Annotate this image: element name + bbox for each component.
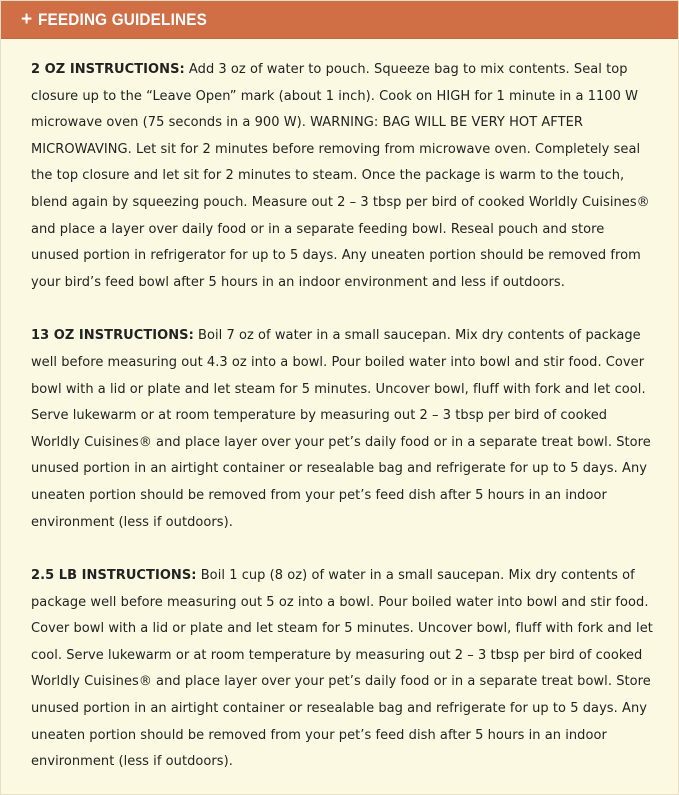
section-title[interactable]: FEEDING GUIDELINES: [38, 9, 208, 29]
instructions-label: 13 OZ INSTRUCTIONS:: [31, 328, 194, 344]
instructions-2-5lb: [31, 563, 654, 776]
plus-icon[interactable]: +: [21, 9, 33, 30]
instructions-text: Add 3 oz of water to pouch. Squeeze bag to mix contents. Seal top closure up to the “Leave Open” mark (about 1 inch). Cook on HIGH for 1 minute in a 1100 W microwave oven (75 seconds in a 900 W). WARNING: BAG WILL BE VERY HOT AFTER MICROWAVING. Let sit for 2 minutes before removing from microwave oven. Completely seal the top closure and let sit for 2 minutes to steam. Once the package is warm to the touch, blend again by squeezing pouch. Measure out 2 – 3 tbsp per bird of cooked Worldly Cuisines® and place a layer over daily food or in a separate feeding bowl. Reseal pouch and store unused portion in refrigerator for up to 5 days. Any uneaten portion should be removed from your bird’s feed bowl after 5 hours in an indoor environment and less if outdoors.: [31, 62, 650, 290]
instructions-2oz: [31, 57, 654, 296]
guidelines-content: [1, 39, 678, 776]
accordion-header[interactable]: [1, 1, 678, 39]
instructions-label: 2.5 LB INSTRUCTIONS:: [31, 568, 197, 584]
instructions-13oz: [31, 323, 654, 536]
instructions-text: Boil 1 cup (8 oz) of water in a small saucepan. Mix dry contents of package well before measuring out 5 oz into a bowl. Pour boiled water into bowl and stir food. Cover bowl with a lid or plate and let steam for 5 minutes. Uncover bowl, fluff with fork and let cool. Serve lukewarm or at room temperature by measuring out 2 – 3 tbsp per bird of cooked Worldly Cuisines® and place layer over your pet’s daily food or in a separate treat bowl. Store unused portion in an airtight container or resealable bag and refrigerate for up to 5 days. Any uneaten portion should be removed from your pet’s feed dish after 5 hours in an indoor environment (less if outdoors).: [31, 568, 653, 770]
instructions-text: Boil 7 oz of water in a small saucepan. Mix dry contents of package well before measuring out 4.3 oz into a bowl. Pour boiled water into bowl and stir food. Cover bowl with a lid or plate and let steam for 5 minutes. Uncover bowl, fluff with fork and let cool. Serve lukewarm or at room temperature by measuring out 2 – 3 tbsp per bird of cooked Worldly Cuisines® and place layer over your pet’s daily food or in a separate treat bowl. Store unused portion in an airtight container or resealable bag and refrigerate for up to 5 days. Any uneaten portion should be removed from your pet’s feed dish after 5 hours in an indoor environment (less if outdoors).: [31, 328, 651, 530]
instructions-label: 2 OZ INSTRUCTIONS:: [31, 62, 185, 77]
